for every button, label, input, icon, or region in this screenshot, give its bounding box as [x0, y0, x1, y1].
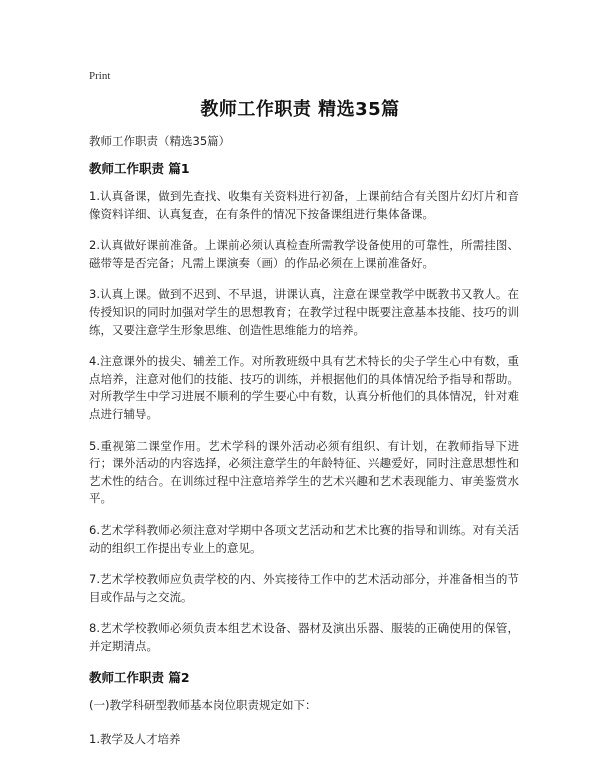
- paragraph-1-6: 6.艺术学科教师必须注意对学期中各项文艺活动和艺术比赛的指导和训练。对有关活动的组织工作提出专业上的意见。: [89, 522, 519, 555]
- paragraph-2-1: (一)教学科研型教师基本岗位职责规定如下：: [89, 698, 317, 713]
- paragraph-1-1: 1.认真备课，做到先查找、收集有关资料进行初备，上课前结合有关图片幻灯片和音像资料详细、认真复查，在有条件的情况下按备课组进行集体备课。: [89, 189, 519, 221]
- paragraph-1-2: 2.认真做好课前准备。上课前必须认真检查所需教学设备使用的可靠性，所需挂图、磁带等是否完备；凡需上课演奏（画）的作品必须在上课前准备好。: [89, 238, 519, 270]
- paragraph-1-8: 8.艺术学校教师必须负责本组艺术设备、器材及演出乐器、服装的正确使用的保管，并定期清点。: [89, 621, 519, 653]
- page-title: 教师工作职责 精选35篇: [200, 99, 400, 120]
- document-subtitle: 教师工作职责（精选35篇）: [89, 134, 231, 148]
- document-body: [89, 133, 519, 765]
- paragraph-2-2: 1.教学及人才培养: [89, 732, 181, 747]
- paragraph-1-7: 7.艺术学校教师应负责学校的内、外宾接待工作中的艺术活动部分，并准备相当的节目或作品与之交流。: [89, 572, 519, 604]
- section-heading-1: 教师工作职责 篇1: [89, 161, 190, 176]
- paragraph-1-5: 5.重视第二课堂作用。艺术学科的课外活动必须有组织、有计划，在教师指导下进行；课外活动的内容选择，必须注意学生的年龄特征、兴趣爱好，同时注意思想性和艺术性的结合。在训练过程中注意培养学生的艺术兴趣和艺术表现能力、审美鉴赏水平。: [89, 438, 519, 506]
- section-heading-2: 教师工作职责 篇2: [89, 670, 190, 686]
- print-label: Print: [89, 70, 111, 82]
- paragraph-1-4: 4.注意课外的拔尖、辅差工作。对所教班级中具有艺术特长的尖子学生心中有数，重点培养，注意对他们的技能、技巧的训练，并根据他们的具体情况给予指导和帮助。对所教学生中学习进展不顺利的学生要心中有数，认真分析他们的具体情况，针对难点进行辅导。: [89, 354, 519, 421]
- paragraph-1-3: 3.认真上课。做到不迟到、不早退，讲课认真，注意在课堂教学中既教书又教人。在传授知识的同时加强对学生的思想教育；在教学过程中既要注意基本技能、技巧的训练，又要注意学生形象思维、创造性思维能力的培养。: [89, 287, 519, 337]
